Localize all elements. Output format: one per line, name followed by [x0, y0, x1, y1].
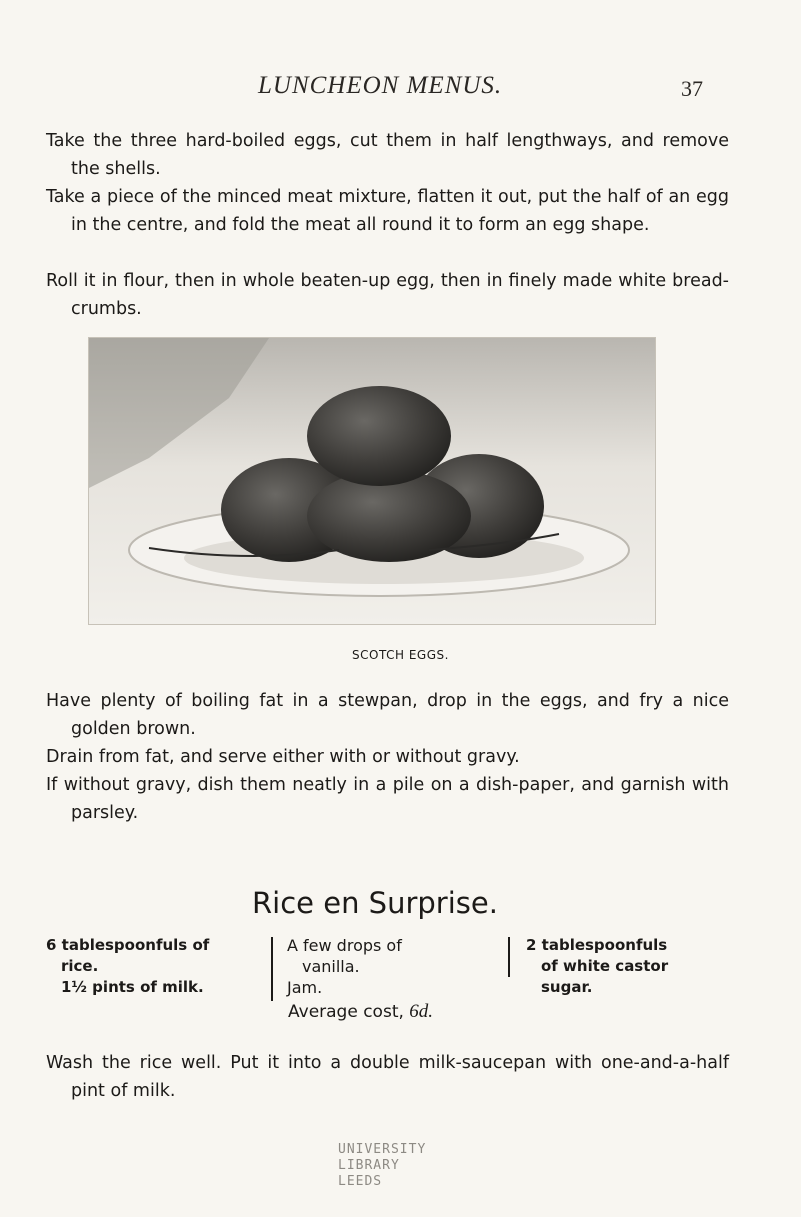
- ingredient-line: 1½ pints of milk.: [61, 978, 204, 996]
- paragraph-method: Wash the rice well. Put it into a double milk-saucepan with one-and-a-half pint of milk.: [46, 1053, 729, 1101]
- paragraph-fry-eggs: Have plenty of boiling fat in a stewpan, drop in the eggs, and fry a nice golden brown.: [46, 691, 729, 739]
- ingredients-column-1: [46, 935, 256, 998]
- ingredients-column-3: [526, 935, 746, 998]
- stamp-line: LEEDS: [338, 1174, 383, 1189]
- library-stamp: [338, 1142, 427, 1190]
- cost-label: Average cost,: [288, 1002, 404, 1022]
- ingredient-line: 2 tablespoonfuls: [526, 936, 668, 954]
- ingredient-line: rice.: [61, 957, 99, 975]
- ingredient-line: Jam.: [287, 978, 323, 997]
- ingredient-line: sugar.: [541, 978, 593, 996]
- cost-value: 6d.: [409, 1001, 434, 1022]
- page-number: 37: [681, 76, 703, 101]
- paragraph-wrap-meat: Take a piece of the minced meat mixture, flatten it out, put the half of an egg in the centre, and fold the meat all round it to form an egg shape.: [46, 187, 729, 235]
- ingredient-line: A few drops of: [287, 936, 402, 955]
- stamp-line: LIBRARY: [338, 1158, 400, 1173]
- paragraph-garnish: If without gravy, dish them neatly in a pile on a dish-paper, and garnish with parsley.: [46, 775, 729, 823]
- paragraph-halve-eggs: Take the three hard-boiled eggs, cut them in half lengthways, and remove the shells.: [46, 131, 729, 179]
- running-head: LUNCHEON MENUS.: [258, 72, 503, 99]
- ingredients-column-2: [287, 935, 502, 998]
- figure-caption: SCOTCH EGGS.: [352, 648, 449, 662]
- ingredient-line: vanilla.: [302, 957, 360, 976]
- recipe-title: Rice en Surprise.: [252, 886, 498, 920]
- paragraph-coat-crumbs: Roll it in flour, then in whole beaten-up egg, then in finely made white bread-crumbs.: [46, 271, 729, 319]
- stamp-line: UNIVERSITY: [338, 1142, 427, 1157]
- scotch-eggs-photo: [88, 337, 656, 625]
- column-divider: [271, 937, 273, 1001]
- ingredient-line: of white castor: [541, 957, 669, 975]
- paragraph-drain: Drain from fat, and serve either with or without gravy.: [46, 747, 520, 767]
- column-divider: [508, 937, 510, 977]
- ingredient-line: 6 tablespoonfuls of: [46, 936, 210, 954]
- average-cost: [288, 1001, 433, 1023]
